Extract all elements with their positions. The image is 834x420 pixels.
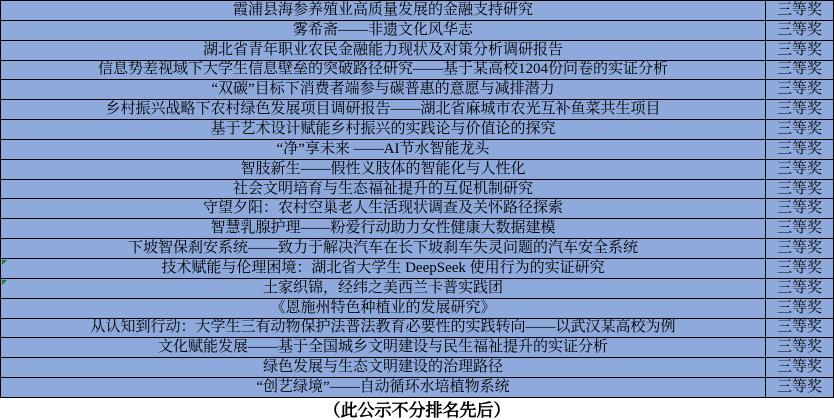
award-cell[interactable]: 三等奖: [765, 279, 833, 298]
award-cell[interactable]: 三等奖: [765, 1, 833, 20]
project-title-cell[interactable]: 绿色发展与生态文明建设的治理路径: [262, 359, 503, 376]
table-row: [1, 140, 833, 160]
project-title-cell[interactable]: 从认知到行动：大学生三有动物保护法普法教育必要性的实践转向——以武汉某高校为例: [90, 319, 676, 336]
table-row: [1, 358, 833, 378]
project-title-cell[interactable]: “创艺绿境”——自动循环水培植物系统: [256, 378, 510, 395]
project-title-cell[interactable]: 霞浦县海参养殖业高质量发展的金融支持研究: [232, 1, 533, 18]
table-row: [1, 21, 833, 41]
table-row: [1, 1, 833, 21]
footer-note: （此公示不分排名先后）: [0, 398, 834, 420]
award-cell[interactable]: 三等奖: [765, 239, 833, 258]
table-row: [1, 61, 833, 81]
table-row: [1, 378, 833, 398]
award-cell[interactable]: 三等奖: [765, 378, 833, 397]
project-title-cell[interactable]: 下坡智保刹安系统——致力于解决汽车在长下坡刹车失灵问题的汽车安全系统: [127, 240, 638, 257]
project-title-cell[interactable]: 技术赋能与伦理困境：湖北省大学生 DeepSeek 使用行为的实证研究: [1, 259, 765, 278]
award-cell[interactable]: 三等奖: [765, 140, 833, 159]
award-cell[interactable]: 三等奖: [765, 21, 833, 40]
project-title-cell[interactable]: 文化赋能发展——基于全国城乡文明建设与民生福祉提升的实证分析: [157, 339, 608, 356]
award-cell[interactable]: 三等奖: [765, 61, 833, 80]
table-row: [1, 120, 833, 140]
table-row: [1, 279, 833, 299]
award-cell[interactable]: 三等奖: [765, 100, 833, 119]
table-row: [1, 160, 833, 180]
project-title-cell[interactable]: 土家织锦，经纬之美西兰卡普实践团: [1, 279, 765, 298]
award-cell[interactable]: 三等奖: [765, 299, 833, 318]
award-cell[interactable]: 三等奖: [765, 358, 833, 377]
award-cell[interactable]: 三等奖: [765, 199, 833, 218]
project-title-cell[interactable]: 基于艺术设计赋能乡村振兴的实践论与价值论的探究: [210, 120, 556, 137]
project-title-cell[interactable]: 乡村振兴战略下农村绿色发展项目调研报告——湖北省麻城市农光互补鱼菜共生项目: [105, 101, 661, 118]
table-row: [1, 219, 833, 239]
table-row: [1, 180, 833, 200]
table-row: [1, 80, 833, 100]
award-cell[interactable]: 三等奖: [765, 219, 833, 238]
project-title-cell[interactable]: “净”享未来 ——AI节水智能龙头: [276, 140, 490, 157]
error-indicator-icon: [2, 260, 7, 265]
award-cell[interactable]: 三等奖: [765, 319, 833, 338]
table-row: [1, 199, 833, 219]
table-row: [1, 259, 833, 279]
award-cell[interactable]: 三等奖: [765, 41, 833, 60]
award-cell[interactable]: 三等奖: [765, 160, 833, 179]
project-title-cell[interactable]: 智慧乳腺护理——粉爱行动助力女性健康大数据建模: [210, 220, 556, 237]
table-row: [1, 338, 833, 358]
award-cell[interactable]: 三等奖: [765, 338, 833, 357]
project-title-cell[interactable]: 信息势差视域下大学生信息壁垒的突破路径研究——基于某高校1204份问卷的实证分析: [97, 61, 668, 78]
table-row: [1, 100, 833, 120]
project-title-cell[interactable]: 湖北省青年职业农民金融能力现状及对策分析调研报告: [202, 41, 563, 58]
award-cell[interactable]: 三等奖: [765, 180, 833, 199]
table-row: [1, 299, 833, 319]
table-row: [1, 319, 833, 339]
project-title-cell[interactable]: 社会文明培育与生态福祉提升的互促机制研究: [232, 180, 533, 197]
table-row: [1, 41, 833, 61]
project-title-cell[interactable]: 守望夕阳：农村空巢老人生活现状调查及关怀路径探索: [202, 200, 563, 217]
table-row: [1, 239, 833, 259]
project-title-cell[interactable]: “双碳”目标下消费者端参与碳普惠的意愿与减排潜力: [211, 81, 555, 98]
error-indicator-icon: [2, 280, 7, 285]
project-title-cell[interactable]: 雾希斋——非遗文化风华志: [292, 21, 473, 38]
award-cell[interactable]: 三等奖: [765, 80, 833, 99]
project-title-cell[interactable]: 智肢新生——假性义肢体的智能化与人性化: [240, 160, 526, 177]
project-title-cell[interactable]: 《恩施州特色种植业的发展研究》: [270, 299, 496, 316]
award-cell[interactable]: 三等奖: [765, 259, 833, 278]
award-cell[interactable]: 三等奖: [765, 120, 833, 139]
